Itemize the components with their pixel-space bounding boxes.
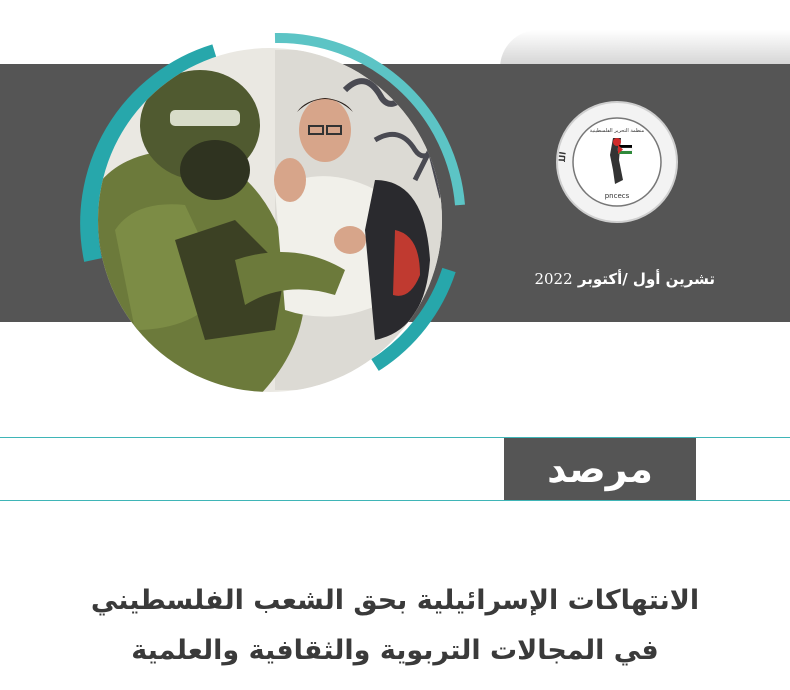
logo-acronym: pncecs — [604, 192, 630, 200]
report-title-line-2: في المجالات التربوية والثقافية والعلمية — [131, 635, 659, 666]
issue-date — [460, 270, 715, 288]
section-label: مرصد — [504, 438, 696, 500]
cover-photo — [75, 30, 485, 400]
divider-bottom — [0, 500, 790, 501]
header-shadow-decoration — [500, 30, 790, 68]
organization-logo — [555, 100, 679, 224]
issue-month: تشرين أول /أكتوبر — [577, 270, 715, 288]
logo-ring-text: الل — [557, 151, 569, 162]
issue-year: 2022 — [534, 270, 573, 288]
logo-inner-text: منظمة التحرير الفلسطينية — [589, 128, 645, 134]
report-title-line-1: الانتهاكات الإسرائيلية بحق الشعب الفلسطيني — [90, 585, 700, 616]
